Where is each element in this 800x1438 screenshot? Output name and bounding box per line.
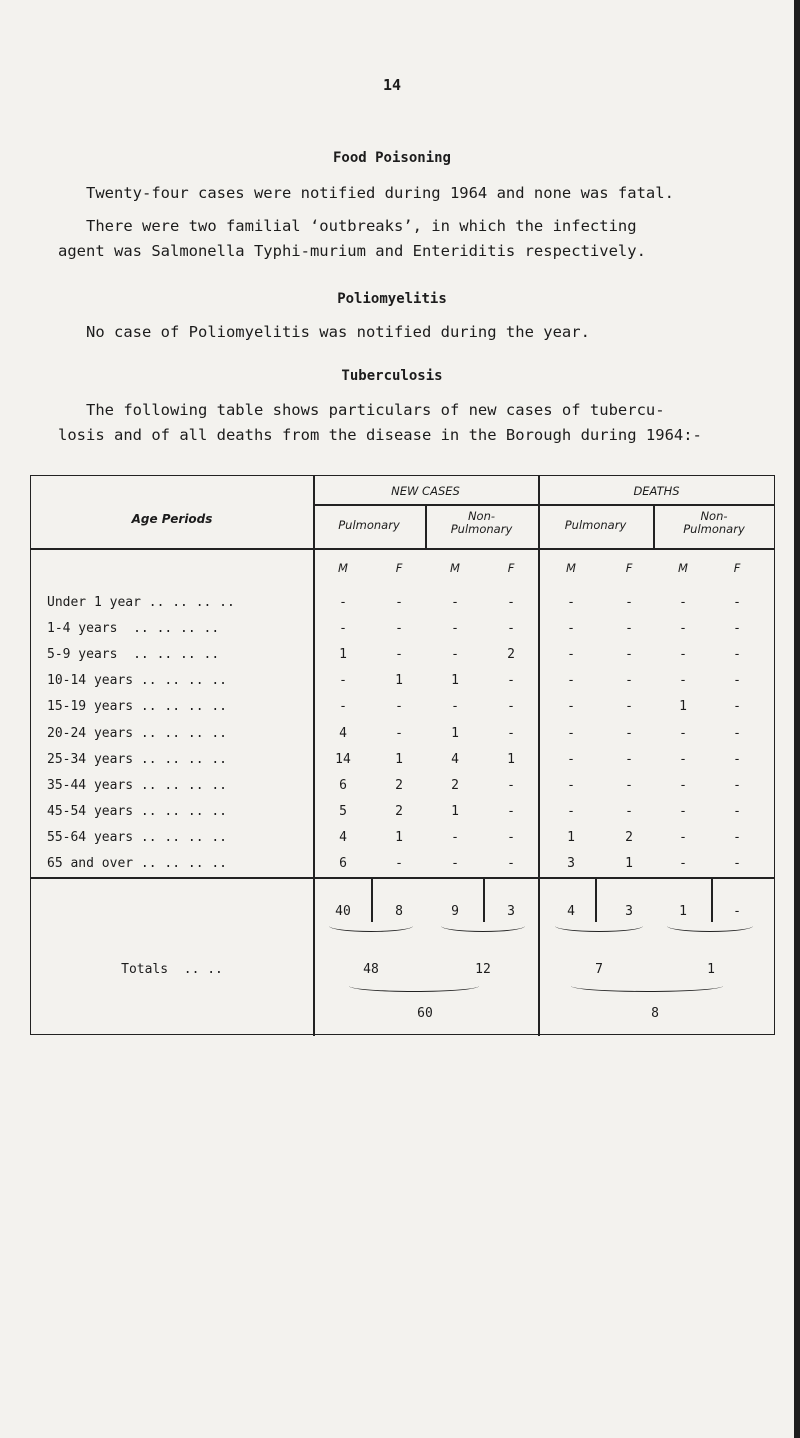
table-cell: 1: [395, 752, 403, 767]
table-cell: -: [679, 621, 687, 636]
total-separator: [711, 878, 713, 922]
table-cell: -: [679, 804, 687, 819]
table-cell: -: [507, 673, 515, 688]
table-cell: 1: [451, 726, 459, 741]
page-edge: [794, 0, 800, 1438]
subtotal-cell: 12: [475, 962, 491, 977]
table-cell: -: [451, 621, 459, 636]
table-cell: -: [625, 647, 633, 662]
age-periods-header: Age Periods: [131, 512, 213, 526]
table-cell: 5: [339, 804, 347, 819]
age-row-label: 1-4 years .. .. .. ..: [47, 621, 220, 636]
table-cell: 4: [451, 752, 459, 767]
table-cell: -: [733, 621, 741, 636]
subtotal-cell: 1: [707, 962, 715, 977]
subtotal-cell: 48: [363, 962, 379, 977]
table-cell: -: [733, 778, 741, 793]
age-row-label: 15-19 years .. .. .. ..: [47, 699, 228, 714]
totals-label: Totals .. ..: [121, 962, 223, 977]
table-cell: -: [567, 726, 575, 741]
table-cell: -: [507, 778, 515, 793]
pair-brace: [555, 926, 643, 932]
table-cell: -: [507, 856, 515, 871]
age-row-label: 45-54 years .. .. .. ..: [47, 804, 228, 819]
table-cell: -: [451, 647, 459, 662]
table-cell: -: [625, 673, 633, 688]
table-cell: -: [395, 726, 403, 741]
age-row-label: 55-64 years .. .. .. ..: [47, 830, 228, 845]
table-cell: -: [339, 673, 347, 688]
table-cell: -: [339, 699, 347, 714]
table-cell: -: [733, 726, 741, 741]
table-cell: -: [679, 856, 687, 871]
table-cell: 2: [451, 778, 459, 793]
food-poisoning-heading: Food Poisoning: [332, 150, 451, 166]
group-brace: [349, 986, 479, 992]
table-cell: -: [567, 778, 575, 793]
table-cell: -: [395, 647, 403, 662]
pair-brace: [329, 926, 413, 932]
sex-header: M: [338, 561, 348, 575]
table-cell: 14: [335, 752, 351, 767]
food-poisoning-para-1: Twenty-four cases were notified during 1964 and none was fatal.: [86, 184, 674, 202]
table-cell: -: [679, 595, 687, 610]
table-cell: -: [507, 830, 515, 845]
tuberculosis-para: The following table shows particulars of new cases of tubercu- losis and of all deaths from the disease in the Borough during 1964:-: [58, 401, 702, 444]
table-cell: -: [395, 699, 403, 714]
table-cell: 2: [395, 804, 403, 819]
table-cell: -: [507, 699, 515, 714]
sex-header: F: [625, 561, 633, 575]
table-cell: -: [733, 856, 741, 871]
table-cell: -: [395, 621, 403, 636]
total-cell: 40: [335, 904, 351, 919]
sub-header-nc-non-pulmonary: Non- Pulmonary: [450, 509, 513, 536]
rule-age-col: [313, 476, 315, 1036]
total-cell: 1: [679, 904, 687, 919]
total-separator: [483, 878, 485, 922]
sex-header: M: [450, 561, 460, 575]
table-cell: 1: [679, 699, 687, 714]
sex-header: M: [566, 561, 576, 575]
total-cell: 4: [567, 904, 575, 919]
sex-header: F: [395, 561, 403, 575]
table-cell: 1: [451, 804, 459, 819]
age-row-label: 65 and over .. .. .. ..: [47, 856, 228, 871]
table-cell: -: [679, 726, 687, 741]
tuberculosis-heading: Tuberculosis: [341, 368, 443, 384]
grand-total-cell: 8: [651, 1006, 659, 1021]
table-cell: 1: [625, 856, 633, 871]
sub-header-d-pulmonary: Pulmonary: [564, 518, 627, 532]
table-cell: -: [451, 699, 459, 714]
table-cell: 6: [339, 856, 347, 871]
table-cell: -: [625, 778, 633, 793]
rule-totals-top: [31, 877, 775, 879]
total-separator: [371, 878, 373, 922]
table-cell: 1: [451, 673, 459, 688]
table-cell: -: [733, 752, 741, 767]
table-cell: -: [679, 778, 687, 793]
age-row-label: Under 1 year .. .. .. ..: [47, 595, 235, 610]
table-cell: -: [507, 804, 515, 819]
table-cell: 2: [395, 778, 403, 793]
table-cell: -: [625, 699, 633, 714]
deaths-header: DEATHS: [633, 484, 680, 498]
total-cell: 9: [451, 904, 459, 919]
table-cell: -: [567, 647, 575, 662]
table-cell: -: [625, 621, 633, 636]
poliomyelitis-heading: Poliomyelitis: [337, 291, 447, 307]
tuberculosis-table: [30, 475, 775, 1035]
table-cell: -: [733, 804, 741, 819]
sub-header-nc-pulmonary: Pulmonary: [338, 518, 400, 532]
new-cases-header: NEW CASES: [391, 484, 460, 498]
age-row-label: 5-9 years .. .. .. ..: [47, 647, 220, 662]
table-cell: 1: [507, 752, 515, 767]
table-cell: -: [507, 621, 515, 636]
table-cell: -: [733, 673, 741, 688]
age-row-label: 35-44 years .. .. .. ..: [47, 778, 228, 793]
table-cell: -: [507, 726, 515, 741]
table-cell: -: [679, 830, 687, 845]
table-cell: -: [567, 752, 575, 767]
table-cell: -: [507, 595, 515, 610]
total-cell: -: [733, 904, 741, 919]
table-cell: -: [625, 726, 633, 741]
table-cell: 2: [625, 830, 633, 845]
table-cell: -: [339, 595, 347, 610]
table-cell: -: [567, 595, 575, 610]
table-cell: -: [733, 647, 741, 662]
age-row-label: 25-34 years .. .. .. ..: [47, 752, 228, 767]
grand-total-cell: 60: [417, 1006, 433, 1021]
poliomyelitis-para: No case of Poliomyelitis was notified during the year.: [86, 323, 590, 341]
table-cell: -: [679, 752, 687, 767]
food-poisoning-para-2: There were two familial ‘outbreaks’, in which the infecting agent was Salmonella Typhi-murium and Enteriditis respectively.: [58, 217, 646, 260]
table-cell: -: [625, 595, 633, 610]
table-cell: -: [451, 830, 459, 845]
sex-header: F: [733, 561, 741, 575]
table-cell: -: [625, 804, 633, 819]
table-cell: 4: [339, 726, 347, 741]
table-cell: -: [679, 647, 687, 662]
table-cell: -: [625, 752, 633, 767]
age-row-label: 20-24 years .. .. .. ..: [47, 726, 228, 741]
table-cell: 1: [567, 830, 575, 845]
total-cell: 3: [625, 904, 633, 919]
table-cell: 3: [567, 856, 575, 871]
table-cell: 2: [507, 647, 515, 662]
rule-header-bottom: [31, 548, 775, 550]
sex-header: M: [678, 561, 688, 575]
total-cell: 3: [507, 904, 515, 919]
subtotal-cell: 7: [595, 962, 603, 977]
table-cell: 1: [395, 673, 403, 688]
total-separator: [595, 878, 597, 922]
age-row-label: 10-14 years .. .. .. ..: [47, 673, 228, 688]
table-cell: -: [395, 856, 403, 871]
table-cell: -: [733, 595, 741, 610]
pair-brace: [667, 926, 753, 932]
table-cell: 1: [339, 647, 347, 662]
table-cell: -: [339, 621, 347, 636]
pair-brace: [441, 926, 525, 932]
page-number: 14: [382, 76, 402, 94]
table-cell: -: [567, 621, 575, 636]
total-cell: 8: [395, 904, 403, 919]
table-cell: -: [451, 595, 459, 610]
table-cell: -: [567, 804, 575, 819]
table-cell: 1: [395, 830, 403, 845]
table-cell: -: [395, 595, 403, 610]
rule-group: [313, 504, 775, 506]
rule-deaths-col: [538, 476, 540, 1036]
sub-header-d-non-pulmonary: Non- Pulmonary: [683, 509, 745, 536]
group-brace: [571, 986, 723, 992]
table-cell: -: [567, 673, 575, 688]
table-cell: -: [733, 830, 741, 845]
table-cell: -: [567, 699, 575, 714]
table-cell: -: [733, 699, 741, 714]
table-cell: 6: [339, 778, 347, 793]
sex-header: F: [507, 561, 515, 575]
table-cell: -: [451, 856, 459, 871]
table-cell: 4: [339, 830, 347, 845]
table-cell: -: [679, 673, 687, 688]
